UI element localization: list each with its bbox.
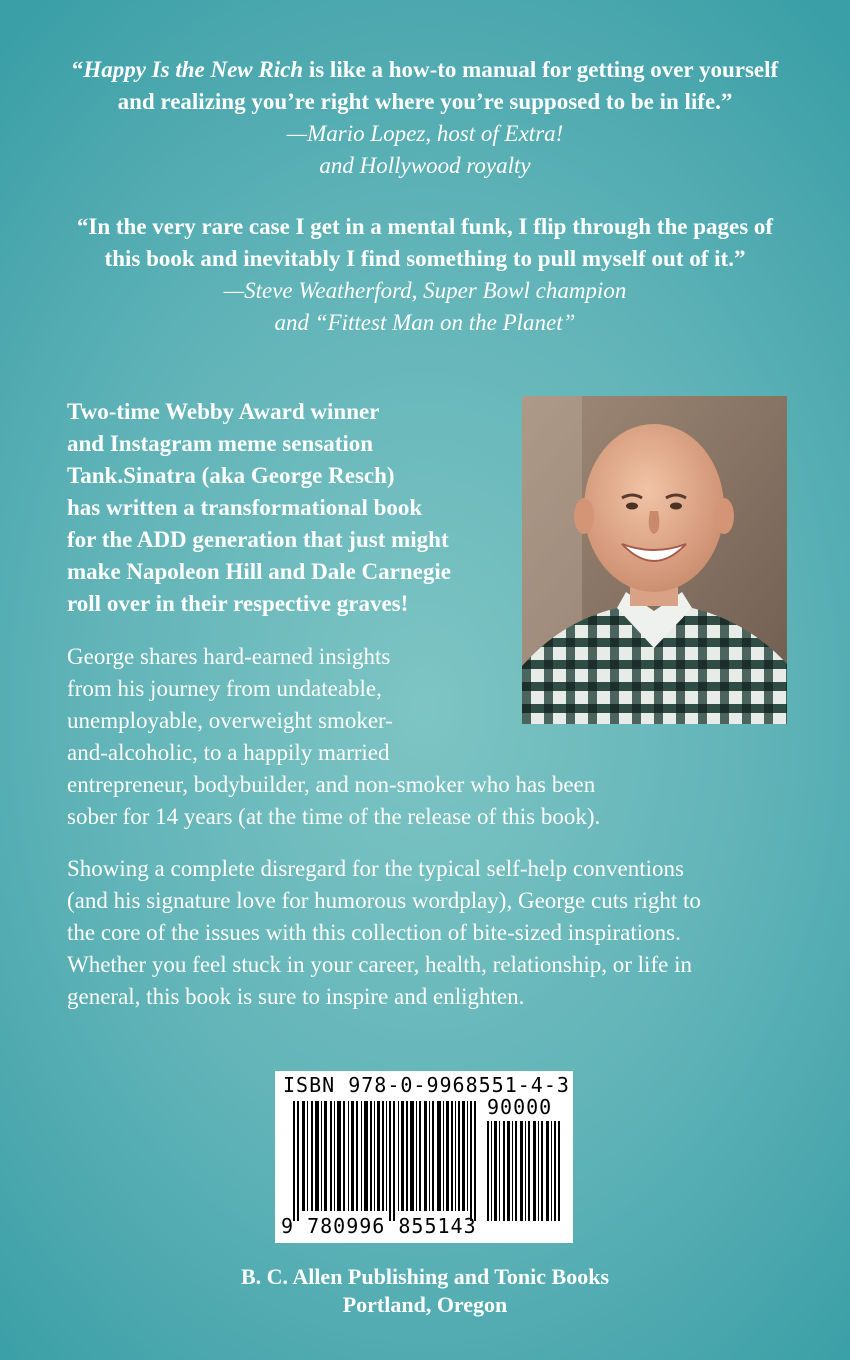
quote-line: “Happy Is the New Rich is like a how-to manual for getting over yourself bbox=[71, 57, 779, 82]
quote-line: and realizing you’re right where you’re supposed to be in life.” bbox=[117, 89, 733, 114]
body-paragraph-summary: Showing a complete disregard for the typical self-help conventions (and his signature love for humorous wordplay), George cuts right to the core of the issues with this collection of bite-sized inspirations. Whether you feel stuck in your career, health, relationship, or life in general, this book is sure to inspire and enlighten. bbox=[67, 856, 701, 1009]
publisher-location: Portland, Oregon bbox=[342, 1292, 508, 1317]
book-title: Happy Is the New Rich bbox=[83, 57, 304, 82]
isbn-number: ISBN 978-0-9968551-4-3 bbox=[283, 1073, 570, 1097]
quote-attribution: and Hollywood royalty bbox=[319, 153, 531, 178]
price-code: 90000 bbox=[487, 1095, 553, 1119]
quote-attribution: —Mario Lopez, host of Extra! bbox=[286, 121, 564, 146]
ean-digits: 9 780996 855143 bbox=[281, 1214, 477, 1238]
quote-line: this book and inevitably I find something to pull myself out of it.” bbox=[104, 246, 746, 271]
isbn-barcode bbox=[275, 1071, 573, 1243]
quote-attribution: and “Fittest Man on the Planet” bbox=[274, 310, 576, 335]
praise-quote-mario-lopez bbox=[40, 54, 810, 182]
quote-line: “In the very rare case I get in a mental funk, I flip through the pages of bbox=[76, 214, 774, 239]
body-paragraph-journey: George shares hard-earned insights from his journey from undateable, unemployable, overweight smoker- and-alcoholic, to a happily married entrepreneur, bodybuilder, and non-smoker who has been sober for 14 years (at the time of the release of this book). bbox=[67, 644, 601, 829]
praise-quote-steve-weatherford bbox=[40, 211, 810, 339]
quote-attribution: —Steve Weatherford, Super Bowl champion bbox=[223, 278, 627, 303]
intro-paragraph: Two-time Webby Award winner and Instagram meme sensation Tank.Sinatra (aka George Resch) has written a transformational book for the ADD generation that just might make Napoleon Hill and Dale Carnegie roll over in their respective graves! bbox=[67, 399, 451, 616]
publisher-name: B. C. Allen Publishing and Tonic Books bbox=[240, 1264, 610, 1289]
